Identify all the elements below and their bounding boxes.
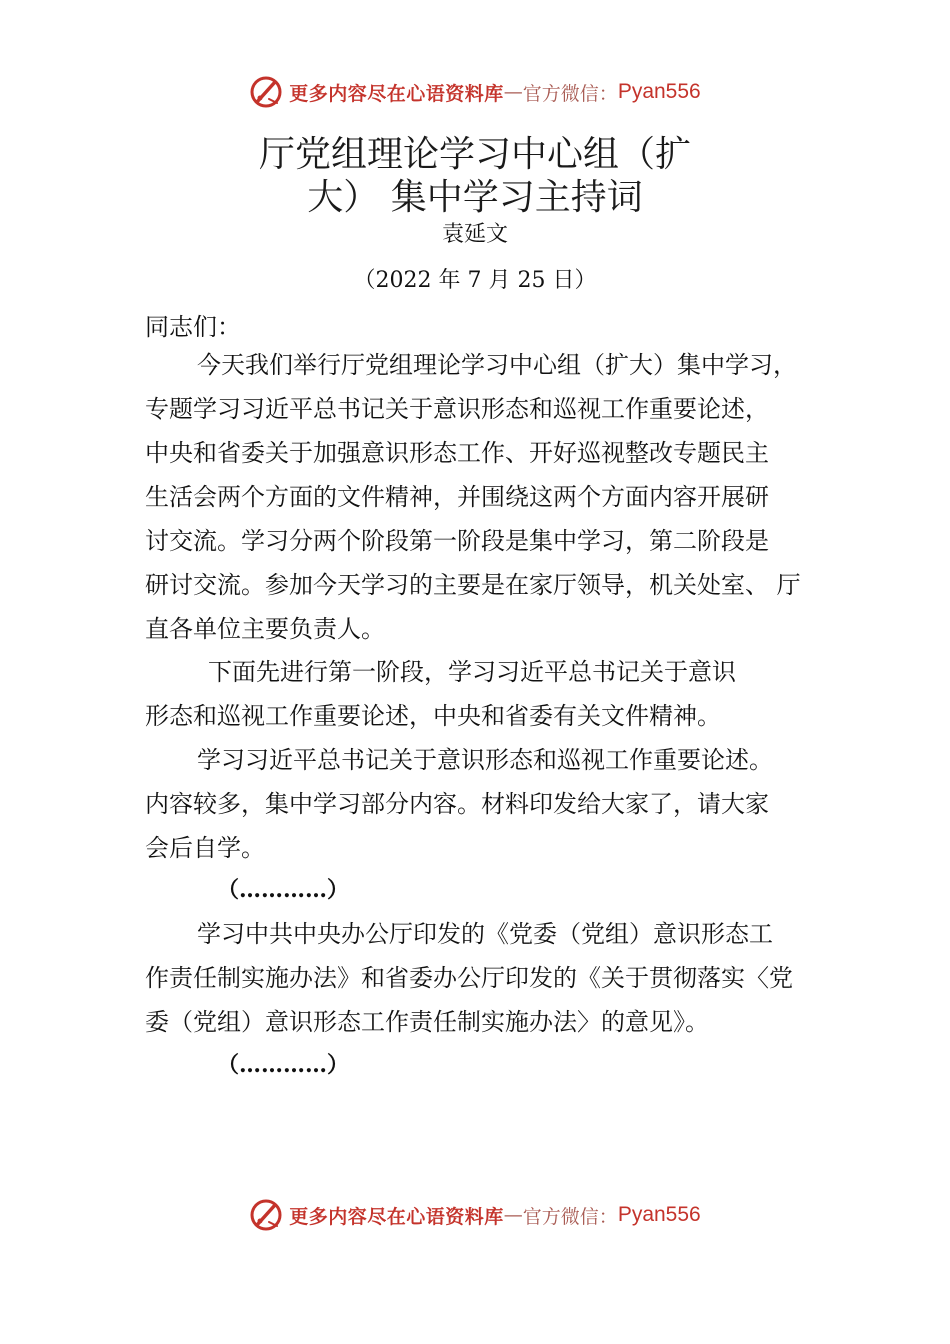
- salutation: 同志们：: [145, 313, 241, 341]
- document-title-line-2: 大） 集中学习主持词: [307, 177, 643, 218]
- body-line: 直各单位主要负责人。: [145, 615, 385, 643]
- body-line: 专题学习习近平总书记关于意识形态和巡视工作重要论述，: [145, 395, 769, 423]
- body-line: 学习中共中央办公厅印发的《党委（党组）意识形态工: [197, 920, 773, 948]
- watermark-contact-id: Pyan556: [617, 80, 701, 103]
- body-line: 下面先进行第一阶段，学习习近平总书记关于意识: [208, 658, 736, 686]
- watermark-contact-id: Pyan556: [617, 1203, 701, 1226]
- body-line: 会后自学。: [145, 834, 265, 862]
- watermark-brand: 更多内容尽在心语资料库: [289, 1205, 504, 1228]
- body-line: 学习习近平总书记关于意识形态和巡视工作重要论述。: [197, 746, 773, 774]
- ellipsis-placeholder: （…………）: [217, 1052, 350, 1078]
- body-line: 作责任制实施办法》和省委办公厅印发的《关于贯彻落实〈党: [145, 964, 793, 992]
- body-line: 内容较多，集中学习部分内容。材料印发给大家了，请大家: [145, 790, 769, 818]
- body-line: 今天我们举行厅党组理论学习中心组（扩大）集中学习，: [197, 351, 797, 379]
- watermark-brand: 更多内容尽在心语资料库: [289, 82, 504, 105]
- watermark-separator: —: [503, 1204, 523, 1226]
- body-line: 讨交流。学习分两个阶段第一阶段是集中学习，第二阶段是: [145, 527, 769, 555]
- ellipsis-placeholder: （…………）: [217, 877, 350, 903]
- body-line: 委（党组）意识形态工作责任制实施办法〉的意见》。: [145, 1008, 709, 1036]
- document-author: 袁延文: [441, 222, 508, 247]
- watermark-contact-label: 官方微信：: [522, 82, 618, 105]
- document-date: （2022 年 7 月 25 日）: [353, 268, 597, 293]
- document-title-line-1: 厅党组理论学习中心组（扩: [258, 134, 691, 175]
- watermark-header: [0, 70, 950, 114]
- watermark-separator: —: [503, 81, 523, 103]
- body-line: 研讨交流。参加今天学习的主要是在家厅领导，机关处室、 厅: [145, 571, 801, 599]
- pen-circle-logo-icon: [249, 75, 283, 109]
- body-line: 生活会两个方面的文件精神，并围绕这两个方面内容开展研: [145, 483, 769, 511]
- pen-circle-logo-icon: [249, 1198, 283, 1232]
- watermark-contact-label: 官方微信：: [522, 1205, 618, 1228]
- body-line: 中央和省委关于加强意识形态工作、开好巡视整改专题民主: [145, 439, 769, 467]
- body-line: 形态和巡视工作重要论述，中央和省委有关文件精神。: [145, 702, 721, 730]
- watermark-footer: [0, 1193, 950, 1237]
